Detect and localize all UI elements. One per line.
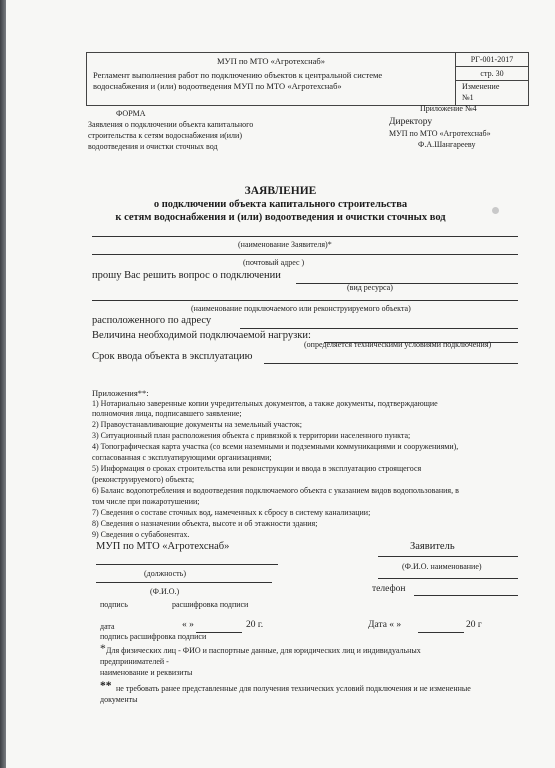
object-line[interactable] bbox=[92, 300, 518, 301]
stain-mark bbox=[492, 207, 499, 214]
attachment-line: (реконструируемого) объекта; bbox=[92, 475, 195, 484]
attachments-title: Приложения**: bbox=[92, 388, 149, 398]
resource-caption: (вид ресурса) bbox=[347, 283, 393, 292]
header-side-cell bbox=[456, 53, 528, 105]
footnote1-line3: наименование и реквизиты bbox=[100, 668, 193, 677]
footnote1-line2: предпринимателей - bbox=[100, 657, 169, 666]
footnote1-line1: Для физических лиц - ФИО и паспортные данные, для юридических лиц и индивидуальных bbox=[106, 646, 421, 655]
form-label: ФОРМА bbox=[116, 109, 146, 118]
resource-line[interactable] bbox=[296, 283, 518, 284]
change-label: Изменение bbox=[462, 82, 500, 91]
position-caption: (должность) bbox=[144, 569, 186, 578]
object-caption: (наименование подключаемого или реконструируемого объекта) bbox=[191, 304, 411, 313]
fio-left-line[interactable] bbox=[96, 582, 272, 583]
header-table bbox=[86, 52, 529, 106]
form-desc-line2: строительства к сетям водоснабжения и(или) bbox=[88, 131, 242, 140]
footnote2-mark: ** bbox=[100, 680, 112, 692]
applicant-extra-line[interactable] bbox=[378, 578, 518, 579]
footnote2-line1: не требовать ранее представленные для получения технических условий подключения и не измененные bbox=[116, 684, 471, 693]
decode-left-label: расшифровка подписи bbox=[172, 600, 249, 609]
postal-caption: (почтовый адрес ) bbox=[243, 258, 305, 267]
form-desc-line1: Заявления о подключении объекта капитального bbox=[88, 120, 254, 129]
fio-right-caption: (Ф.И.О. наименование) bbox=[402, 562, 482, 571]
attachment-line: 4) Топографическая карта участка (со всеми наземными и подземными коммуникациями и сооружениями), bbox=[92, 442, 459, 451]
sign-org-left: МУП по МТО «Агротехснаб» bbox=[96, 541, 230, 552]
attachment-line: 2) Правоустанавливающие документы на земельный участок; bbox=[92, 420, 302, 429]
footnote1-mark: * bbox=[100, 643, 106, 655]
document-subtitle1: о подключении объекта капитального строительства bbox=[153, 199, 408, 210]
header-org: МУП по МТО «Агротехснаб» bbox=[217, 56, 325, 66]
postal-address-line[interactable] bbox=[92, 254, 518, 255]
attachment-line: согласованная с эксплуатирующими организациями; bbox=[92, 453, 272, 462]
header-regulation-line2: водоснабжения и (или) водоотведения МУП по МТО «Агротехснаб» bbox=[93, 81, 342, 91]
document-title: ЗАЯВЛЕНИЕ bbox=[244, 185, 317, 197]
document-subtitle2: к сетям водоснабжения и (или) водоотведения и очистки сточных вод bbox=[115, 212, 446, 223]
sign-applicant-label: Заявитель bbox=[410, 541, 455, 552]
date-right-label: Дата « » bbox=[368, 620, 402, 630]
date-right-year: 20 г bbox=[466, 620, 482, 630]
sign-left-label: подпись bbox=[100, 600, 128, 609]
sign-decode-right-label: подпись расшифровка подписи bbox=[100, 632, 207, 641]
attachment-line: 5) Информация о сроках строительства или реконструкции и ввода в эксплуатацию строящегося bbox=[92, 464, 422, 473]
addressee-line3: Ф.А.Шангарееву bbox=[418, 140, 476, 149]
attachment-line: 9) Сведения о субабонентах. bbox=[92, 530, 190, 539]
applicant-caption: (наименование Заявителя)* bbox=[238, 240, 332, 249]
attachment-line: полномочия лица, подписавшего заявление; bbox=[92, 409, 242, 418]
phone-line[interactable] bbox=[414, 595, 518, 596]
page-number: стр. 30 bbox=[456, 67, 528, 81]
position-line[interactable] bbox=[96, 564, 278, 565]
date-right-month-line[interactable] bbox=[418, 632, 464, 633]
located-text: расположенного по адресу bbox=[92, 315, 212, 326]
document-sheet bbox=[6, 0, 555, 768]
address-line[interactable] bbox=[240, 328, 518, 329]
appendix-number: Приложение №4 bbox=[420, 104, 477, 113]
applicant-line[interactable] bbox=[92, 236, 518, 237]
doc-code: РГ-001-2017 bbox=[456, 53, 528, 67]
attachment-line: 6) Баланс водопотребления и водоотведения подключаемого объекта с указанием видов водопользования, в bbox=[92, 486, 459, 495]
addressee-line2: МУП по МТО «Агротехснаб» bbox=[389, 129, 491, 138]
load-text: Величина необходимой подключаемой нагрузки: bbox=[92, 330, 311, 341]
attachment-line: 8) Сведения о назначении объекта, высоте и об этажности здания; bbox=[92, 519, 318, 528]
attachment-line: 1) Нотариально заверенные копии учредительных документов, а также документы, подтверждающие bbox=[92, 399, 438, 408]
attachment-line: 7) Сведения о составе сточных вод, намеченных к сбросу в систему канализации; bbox=[92, 508, 371, 517]
phone-label: телефон bbox=[372, 584, 406, 594]
footnote2-line2: документы bbox=[100, 695, 138, 704]
header-main-cell bbox=[87, 53, 456, 105]
date-left-quotes: « » bbox=[182, 620, 194, 630]
header-regulation-line1: Регламент выполнения работ по подключению объектов к центральной системе bbox=[93, 70, 383, 80]
applicant-name-line[interactable] bbox=[378, 556, 518, 557]
date-left-label: дата bbox=[100, 622, 115, 631]
attachment-line: 3) Ситуационный план расположения объекта с привязкой к территории населенного пункта; bbox=[92, 431, 411, 440]
deadline-line[interactable] bbox=[264, 363, 518, 364]
form-desc-line3: водоотведения и очистки сточных вод bbox=[88, 142, 218, 151]
load-caption: (определяется техническими условиями подключения) bbox=[304, 340, 492, 349]
change-number: №1 bbox=[462, 93, 474, 102]
fio-left-caption: (Ф.И.О.) bbox=[150, 587, 180, 596]
request-text: прошу Вас решить вопрос о подключении bbox=[92, 270, 281, 281]
addressee-line1: Директору bbox=[389, 117, 433, 127]
date-left-year: 20 г. bbox=[246, 620, 264, 630]
deadline-text: Срок ввода объекта в эксплуатацию bbox=[92, 351, 253, 362]
attachment-line: том числе при пожаротушении; bbox=[92, 497, 200, 506]
